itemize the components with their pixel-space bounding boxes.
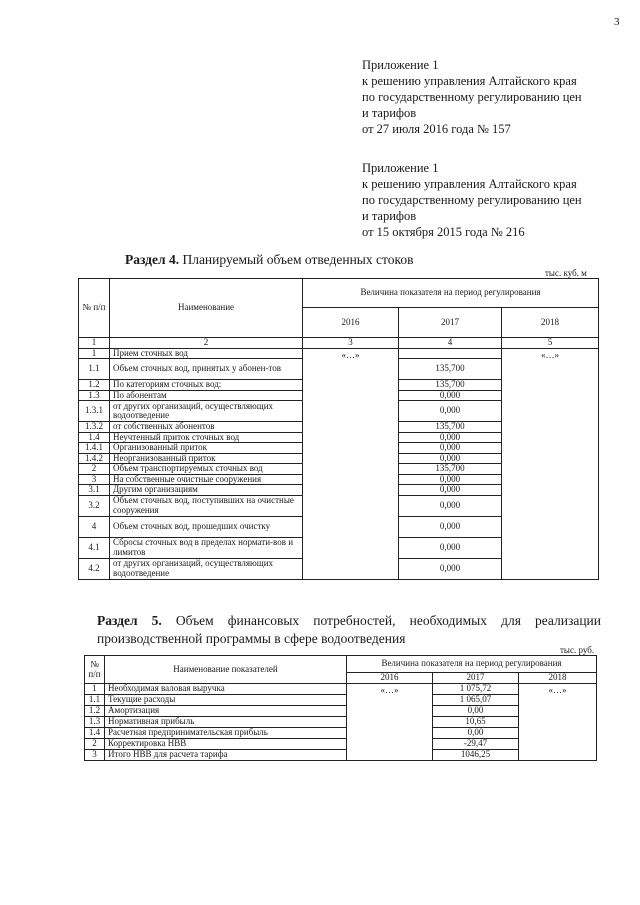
row-name: Необходимая валовая выручка	[105, 684, 347, 695]
row-name: По категориям сточных вод:	[110, 380, 303, 391]
row-name: Объем сточных вод, поступивших на очистные сооружения	[110, 495, 303, 516]
col-header-year-2018: 2018	[502, 308, 599, 338]
row-number: 1.2	[79, 380, 110, 391]
col-header-year-2017: 2017	[399, 308, 502, 338]
section4-title-number: Раздел 4.	[125, 252, 180, 267]
value-2017: 0,000	[399, 432, 502, 443]
row-number: 3.2	[79, 495, 110, 516]
row-name: Неорганизованный приток	[110, 453, 303, 464]
row-name: Объем сточных вод, принятых у абонен-тов	[110, 359, 303, 380]
section4-title	[125, 252, 413, 268]
row-name: Организованный приток	[110, 443, 303, 454]
placeholder-2016: «…»	[347, 684, 433, 761]
col-number: 1	[79, 338, 110, 349]
row-name: от собственных абонентов	[110, 422, 303, 433]
value-2017: -29,47	[433, 739, 519, 750]
row-name: от других организаций, осуществляющих водоотведение	[110, 401, 303, 422]
row-name: Неучтенный приток сточных вод	[110, 432, 303, 443]
row-name: Расчетная предпринимательская прибыль	[105, 728, 347, 739]
col-header-value-group: Величина показателя на период регулирования	[347, 656, 597, 673]
appendix-date-line: от 15 октября 2015 года № 216	[362, 225, 525, 239]
section4-title-text: Планируемый объем отведенных стоков	[179, 252, 414, 267]
col-header-name: Наименование показателей	[105, 656, 347, 684]
row-number: 1.1	[79, 359, 110, 380]
value-2017: 0,00	[433, 728, 519, 739]
value-2017: 10,65	[433, 717, 519, 728]
row-name: Сбросы сточных вод в пределах нормати-вов и лимитов	[110, 537, 303, 558]
value-2017: 0,000	[399, 558, 502, 579]
page-number: 3	[614, 16, 620, 28]
row-name: Другим организациям	[110, 485, 303, 496]
appendix-line: к решению управления Алтайского края	[362, 74, 577, 88]
row-name: Объем транспортируемых сточных вод	[110, 464, 303, 475]
appendix-line: Приложение 1	[362, 161, 439, 175]
row-number: 1.3	[85, 717, 105, 728]
section5-units: тыс. руб.	[560, 645, 595, 655]
row-number: 4	[79, 516, 110, 537]
value-2017: 135,700	[399, 422, 502, 433]
col-header-year-2016: 2016	[303, 308, 399, 338]
section5-table-body	[85, 656, 597, 761]
row-name: Амортизация	[105, 706, 347, 717]
row-number: 3.1	[79, 485, 110, 496]
section5-title	[97, 612, 601, 648]
value-2017: 0,00	[433, 706, 519, 717]
col-number: 4	[399, 338, 502, 349]
row-number: 4.1	[79, 537, 110, 558]
value-2017: 135,700	[399, 464, 502, 475]
value-2017: 1046,25	[433, 750, 519, 761]
row-name: Корректировка НВВ	[105, 739, 347, 750]
row-number: 3	[79, 474, 110, 485]
col-number: 3	[303, 338, 399, 349]
appendix-date-line: от 27 июля 2016 года № 157	[362, 122, 511, 136]
row-name: от других организаций, осуществляющих водоотведение	[110, 558, 303, 579]
row-number: 1.4.2	[79, 453, 110, 464]
section5-title-text: Объем финансовых потребностей, необходимых для реализации производственной программы в сфере водоотведения	[97, 613, 601, 646]
row-number: 1.2	[85, 706, 105, 717]
row-name: По абонентам	[110, 390, 303, 401]
value-2017: 1 065,07	[433, 695, 519, 706]
appendix-block-2015	[362, 160, 582, 240]
appendix-line: и тарифов	[362, 209, 417, 223]
value-2017: 1 075,72	[433, 684, 519, 695]
appendix-line: по государственному регулированию цен	[362, 193, 582, 207]
value-2017: 135,700	[399, 380, 502, 391]
row-name: Итого НВВ для расчета тарифа	[105, 750, 347, 761]
row-number: 1.3.2	[79, 422, 110, 433]
value-2017: 0,000	[399, 443, 502, 454]
col-header-name: Наименование	[110, 279, 303, 338]
table-row	[79, 348, 599, 359]
placeholder-2018: «…»	[502, 348, 599, 579]
appendix-line: по государственному регулированию цен	[362, 90, 582, 104]
appendix-line: к решению управления Алтайского края	[362, 177, 577, 191]
placeholder-2016: «…»	[303, 348, 399, 579]
value-2017: 0,000	[399, 516, 502, 537]
col-header-num: № п/п	[79, 279, 110, 338]
value-2017: 0,000	[399, 474, 502, 485]
row-number: 2	[85, 739, 105, 750]
row-number: 2	[79, 464, 110, 475]
value-2017: 0,000	[399, 495, 502, 516]
col-number: 2	[110, 338, 303, 349]
row-name: Прием сточных вод	[110, 348, 303, 359]
section5-table	[84, 655, 597, 761]
value-2017	[399, 348, 502, 359]
placeholder-2018: «…»	[519, 684, 597, 761]
col-header-year-2018: 2018	[519, 673, 597, 684]
row-name: Текущие расходы	[105, 695, 347, 706]
row-number: 4.2	[79, 558, 110, 579]
value-2017: 0,000	[399, 401, 502, 422]
value-2017: 0,000	[399, 537, 502, 558]
row-number: 1.4.1	[79, 443, 110, 454]
col-number: 5	[502, 338, 599, 349]
col-header-year-2017: 2017	[433, 673, 519, 684]
row-number: 1.3	[79, 390, 110, 401]
appendix-line: Приложение 1	[362, 58, 439, 72]
appendix-block-2016	[362, 57, 582, 137]
row-number: 1	[85, 684, 105, 695]
row-name: Объем сточных вод, прошедших очистку	[110, 516, 303, 537]
value-2017: 0,000	[399, 485, 502, 496]
row-name: Нормативная прибыль	[105, 717, 347, 728]
row-number: 1.1	[85, 695, 105, 706]
section4-table	[78, 278, 599, 580]
row-number: 1.4	[85, 728, 105, 739]
row-name: На собственные очистные сооружения	[110, 474, 303, 485]
row-number: 1.4	[79, 432, 110, 443]
value-2017: 0,000	[399, 453, 502, 464]
table-row	[85, 684, 597, 695]
row-number: 1	[79, 348, 110, 359]
section5-title-number: Раздел 5.	[97, 613, 162, 628]
appendix-line: и тарифов	[362, 106, 417, 120]
section4-units: тыс. куб. м	[545, 268, 587, 278]
value-2017: 135,700	[399, 359, 502, 380]
value-2017: 0,000	[399, 390, 502, 401]
row-number: 3	[85, 750, 105, 761]
col-header-value-group: Величина показателя на период регулирования	[303, 279, 599, 308]
col-header-num: № п/п	[85, 656, 105, 684]
section4-table-body	[79, 279, 599, 580]
row-number: 1.3.1	[79, 401, 110, 422]
col-header-year-2016: 2016	[347, 673, 433, 684]
